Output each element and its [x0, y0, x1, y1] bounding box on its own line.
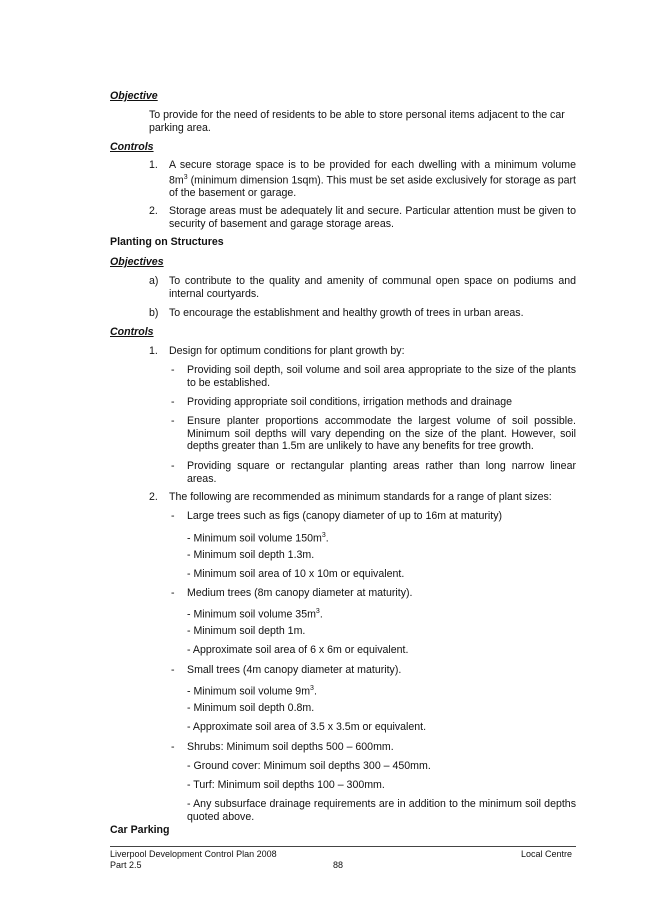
small-trees-depth: - Minimum soil depth 0.8m. [187, 702, 315, 714]
bullet-item: Providing soil depth, soil volume and soil area appropriate to the size of the plants to be established. [187, 364, 576, 389]
footer-section: Local Centre [521, 849, 573, 859]
objective-heading: Objective [110, 90, 158, 102]
small-trees: Small trees (4m canopy diameter at maturity). [187, 664, 402, 676]
list-marker: 1. [149, 345, 158, 357]
bullet-marker: - [171, 664, 175, 676]
storage-control-2: Storage areas must be adequately lit and secure. Particular attention must be given to security of basement and garage storage areas. [169, 205, 576, 230]
objectives-heading: Objectives [110, 256, 164, 268]
list-marker: a) [149, 275, 159, 287]
bullet-marker: - [171, 364, 175, 376]
medium-trees: Medium trees (8m canopy diameter at maturity). [187, 587, 413, 599]
bullet-item: Providing square or rectangular planting areas rather than long narrow linear areas. [187, 460, 576, 485]
planting-objective-b: To encourage the establishment and healthy growth of trees in urban areas. [169, 307, 524, 319]
planting-objective-a: To contribute to the quality and amenity of communal open space on podiums and internal courtyards. [169, 275, 576, 300]
turf: - Turf: Minimum soil depths 100 – 300mm. [187, 779, 385, 791]
bullet-marker: - [171, 415, 175, 427]
bullet-item: Ensure planter proportions accommodate the largest volume of soil possible. Minimum soil depths will vary depending on the size of the plant. However, soil depths greater than 1.5m are unlikely to have any benefits for tree growth. [187, 415, 576, 453]
large-trees-area: - Minimum soil area of 10 x 10m or equivalent. [187, 568, 405, 580]
medium-trees-depth: - Minimum soil depth 1m. [187, 625, 306, 637]
small-trees-area: - Approximate soil area of 3.5 x 3.5m or equivalent. [187, 721, 427, 733]
list-marker: 2. [149, 491, 158, 503]
planting-control-2: The following are recommended as minimum standards for a range of plant sizes: [169, 491, 552, 503]
page-number: 88 [333, 860, 344, 870]
bullet-marker: - [171, 460, 175, 472]
medium-trees-area: - Approximate soil area of 6 x 6m or equivalent. [187, 644, 409, 656]
list-marker: 2. [149, 205, 158, 217]
planting-heading: Planting on Structures [110, 236, 224, 248]
footer-doc-title: Liverpool Development Control Plan 2008 [110, 849, 277, 859]
shrubs: Shrubs: Minimum soil depths 500 – 600mm. [187, 741, 394, 753]
ground-cover: - Ground cover: Minimum soil depths 300 – 450mm. [187, 760, 431, 772]
medium-trees-volume: - Minimum soil volume $35m^3$. [187, 608, 323, 621]
large-trees-volume: - Minimum soil volume $150m^3$. [187, 532, 329, 545]
controls-heading: Controls [110, 141, 154, 153]
objective-text: To provide for the need of residents to be able to store personal items adjacent to the car parking area. [149, 109, 565, 134]
drainage-note: - Any subsurface drainage requirements are in addition to the minimum soil depths quoted above. [187, 798, 576, 823]
planting-control-1: Design for optimum conditions for plant growth by: [169, 345, 405, 357]
list-marker: 1. [149, 159, 158, 171]
bullet-marker: - [171, 396, 175, 408]
large-trees: Large trees such as figs (canopy diameter of up to 16m at maturity) [187, 510, 503, 522]
bullet-marker: - [171, 741, 175, 753]
planting-controls-heading: Controls [110, 326, 154, 338]
small-trees-volume: - Minimum soil volume $9m^3$. [187, 685, 317, 698]
footer-rule [110, 846, 576, 847]
bullet-item: Providing appropriate soil conditions, irrigation methods and drainage [187, 396, 513, 408]
bullet-marker: - [171, 587, 175, 599]
bullet-marker: - [171, 510, 175, 522]
list-marker: b) [149, 307, 159, 319]
footer-part: Part 2.5 [110, 860, 142, 870]
large-trees-depth: - Minimum soil depth 1.3m. [187, 549, 315, 561]
storage-control-1: A secure storage space is to be provided for each dwelling with a minimum volume $8m^3$ (minimum dimension 1sqm). This must be set aside exclusively for storage as part of the basement or garage. [169, 159, 576, 199]
car-parking-heading: Car Parking [110, 824, 170, 836]
